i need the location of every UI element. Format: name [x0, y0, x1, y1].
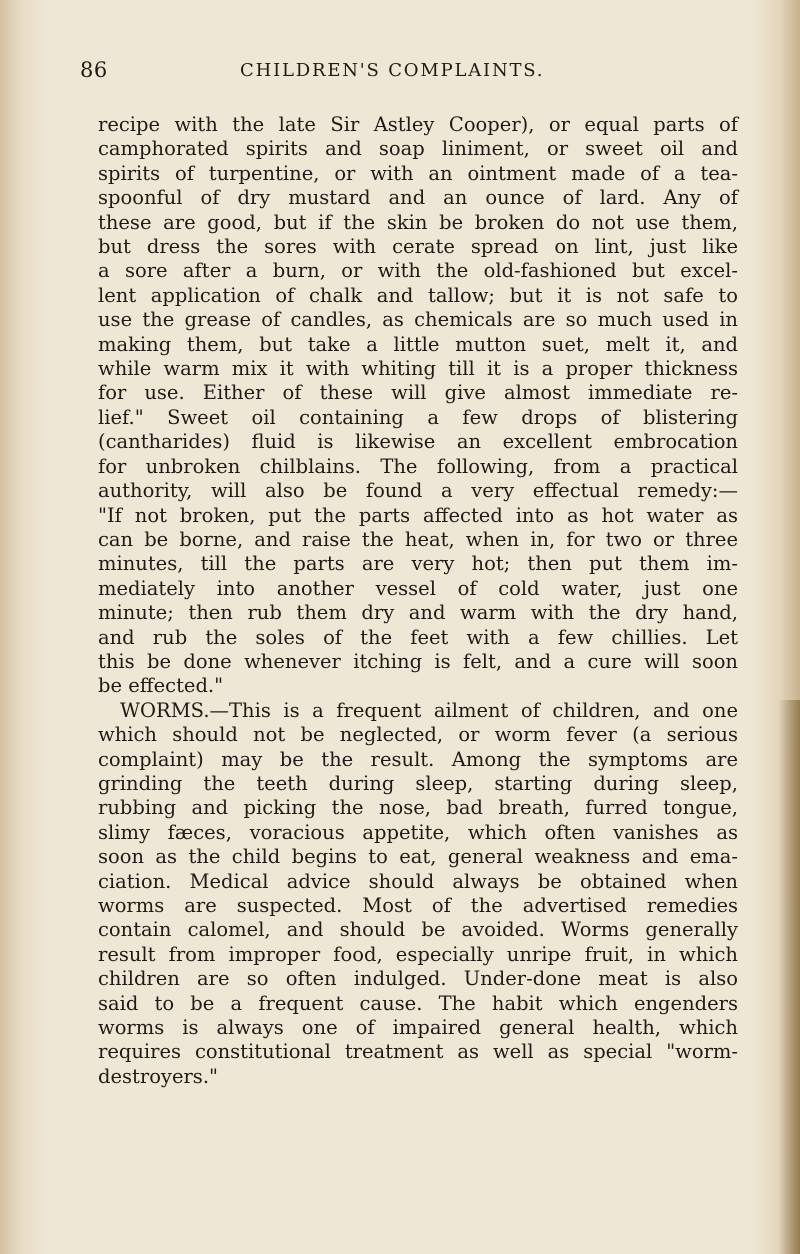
- text-line: be effected.": [98, 674, 224, 698]
- text-line: this be done whenever itching is felt, and a cure will soon: [98, 649, 738, 673]
- text-line: children are so often indulged. Under-done meat is also: [98, 967, 738, 991]
- text-line: worms is always one of impaired general health, which: [98, 1016, 738, 1040]
- body-text: [98, 113, 738, 1089]
- text-line: these are good, but if the skin be broken do not use them,: [98, 210, 738, 234]
- text-line: making them, but take a little mutton suet, melt it, and: [98, 332, 738, 356]
- text-line: for unbroken chilblains. The following, from a practical: [98, 454, 738, 478]
- text-line: minute; then rub them dry and warm with the dry hand,: [98, 601, 738, 625]
- page-edge-shadow: [778, 700, 800, 1254]
- text-line: slimy fæces, voracious appetite, which often vanishes as: [98, 820, 738, 844]
- text-line: "If not broken, put the parts affected into as hot water as: [98, 503, 738, 527]
- text-line: a sore after a burn, or with the old-fashioned but excel-: [98, 259, 738, 283]
- text-line: use the grease of candles, as chemicals are so much used in: [98, 308, 738, 332]
- text-line: but dress the sores with cerate spread on lint, just like: [98, 235, 738, 259]
- text-line: and rub the soles of the feet with a few chillies. Let: [98, 625, 738, 649]
- text-line: destroyers.": [98, 1064, 218, 1088]
- text-line: lief." Sweet oil containing a few drops of blistering: [98, 405, 738, 429]
- running-head: CHILDREN'S COMPLAINTS.: [240, 60, 545, 81]
- text-line: which should not be neglected, or worm fever (a serious: [98, 723, 738, 747]
- text-line: authority, will also be found a very effectual remedy:—: [98, 479, 738, 503]
- page-header: [80, 58, 730, 88]
- text-line: spoonful of dry mustard and an ounce of lard. Any of: [98, 186, 738, 210]
- text-line: rubbing and picking the nose, bad breath, furred tongue,: [98, 796, 738, 820]
- page-number: 86: [80, 58, 108, 82]
- text-line: camphorated spirits and soap liniment, or sweet oil and: [98, 137, 738, 161]
- text-line: said to be a frequent cause. The habit which engenders: [98, 991, 738, 1015]
- text-line: spirits of turpentine, or with an ointment made of a tea-: [98, 161, 738, 185]
- text-line: result from improper food, especially unripe fruit, in which: [98, 942, 738, 966]
- text-line: recipe with the late Sir Astley Cooper), or equal parts of: [98, 113, 738, 136]
- text-line: complaint) may be the result. Among the symptoms are: [98, 747, 738, 771]
- text-line: lent application of chalk and tallow; but it is not safe to: [98, 283, 738, 307]
- text-line: can be borne, and raise the heat, when in, for two or three: [98, 527, 738, 551]
- text-line: minutes, till the parts are very hot; then put them im-: [98, 552, 738, 576]
- text-line: for use. Either of these will give almost immediate re-: [98, 381, 738, 405]
- text-line: ciation. Medical advice should always be obtained when: [98, 869, 738, 893]
- text-line: grinding the teeth during sleep, starting during sleep,: [98, 771, 738, 795]
- text-line: requires constitutional treatment as well as special "worm-: [98, 1040, 738, 1064]
- text-line: worms are suspected. Most of the advertised remedies: [98, 894, 738, 917]
- text-line: contain calomel, and should be avoided. Worms generally: [98, 918, 738, 942]
- text-line: mediately into another vessel of cold water, just one: [98, 576, 738, 600]
- text-line: soon as the child begins to eat, general weakness and ema-: [98, 845, 738, 869]
- section-heading-line: WORMS.—This is a frequent ailment of children, and one: [120, 698, 738, 722]
- text-line: (cantharides) fluid is likewise an excellent embrocation: [98, 430, 738, 454]
- text-line: while warm mix it with whiting till it is a proper thickness: [98, 357, 738, 381]
